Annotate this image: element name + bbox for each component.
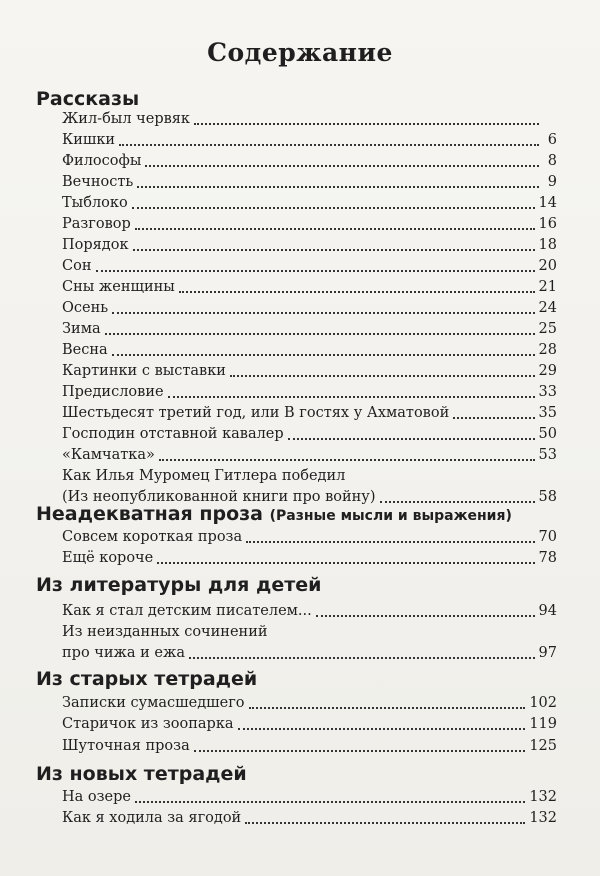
toc-entry-page: 14 xyxy=(538,195,557,211)
leader-dots xyxy=(112,312,534,314)
section-heading-inadequate-prose xyxy=(36,503,512,525)
toc-entry xyxy=(62,693,557,714)
leader-dots xyxy=(249,707,526,709)
toc-entry-page: 94 xyxy=(538,603,557,619)
toc-entry-page: 78 xyxy=(538,550,557,566)
toc-entry-page: 25 xyxy=(538,321,557,337)
toc-entry xyxy=(62,527,557,548)
leader-dots xyxy=(105,333,535,335)
section-heading-stories: Рассказы xyxy=(36,88,140,110)
toc-entry xyxy=(62,298,557,319)
toc-entry-title: Порядок xyxy=(62,237,129,253)
leader-dots xyxy=(288,438,535,440)
toc-entry-title: про чижа и ежа xyxy=(62,645,185,661)
toc-entry-page: 125 xyxy=(529,738,557,754)
toc-entry xyxy=(62,601,557,622)
toc-entry xyxy=(62,382,557,403)
toc-entry xyxy=(62,109,557,130)
leader-dots xyxy=(230,375,535,377)
toc-entry xyxy=(62,277,557,298)
toc-entry-title: Осень xyxy=(62,300,109,316)
toc-entry-title: Старичок из зоопарка xyxy=(62,716,234,732)
leader-dots xyxy=(245,822,525,824)
toc-entry-title: Кишки xyxy=(62,132,116,148)
toc-entry-page: 9 xyxy=(547,174,557,190)
leader-dots xyxy=(453,417,534,419)
toc-entry xyxy=(62,319,557,340)
toc-entry-page: 16 xyxy=(538,216,557,232)
toc-entry-page: 70 xyxy=(538,529,557,545)
section-heading-children-literature: Из литературы для детей xyxy=(36,574,322,596)
leader-dots xyxy=(189,657,535,659)
toc-entry xyxy=(62,424,557,445)
leader-dots xyxy=(194,123,539,125)
page-title: Содержание xyxy=(207,38,393,67)
toc-entry-title: Шуточная проза xyxy=(62,738,190,754)
leader-dots xyxy=(238,728,526,730)
toc-entry xyxy=(62,340,557,361)
toc-entry-title: Как я стал детским писателем... xyxy=(62,603,312,619)
toc-entry-page: 33 xyxy=(538,384,557,400)
toc-entry-title: Сон xyxy=(62,258,92,274)
toc-entry-title: Как я ходила за ягодой xyxy=(62,810,242,826)
toc-entry-title: Сны женщины xyxy=(62,279,175,295)
toc-entry-page: 58 xyxy=(538,489,557,505)
toc-entry xyxy=(62,214,557,235)
leader-dots xyxy=(316,615,535,617)
toc-entry-title: Зима xyxy=(62,321,101,337)
leader-dots xyxy=(119,144,539,146)
toc-entry xyxy=(62,736,557,757)
leader-dots xyxy=(194,750,526,752)
section-heading-new-notebooks: Из новых тетрадей xyxy=(36,763,247,785)
leader-dots xyxy=(137,186,539,188)
toc-entry-page: 21 xyxy=(538,279,557,295)
toc-entry-title: Картинки с выставки xyxy=(62,363,226,379)
toc-entry xyxy=(62,643,557,664)
toc-entry-page: 132 xyxy=(529,810,557,826)
toc-entry-title: Тыблоко xyxy=(62,195,128,211)
leader-dots xyxy=(145,165,539,167)
toc-entry xyxy=(62,130,557,151)
toc-entry-page: 53 xyxy=(538,447,557,463)
toc-entry-title: Весна xyxy=(62,342,108,358)
leader-dots xyxy=(112,354,535,356)
toc-entry xyxy=(62,235,557,256)
toc-entry xyxy=(62,787,557,808)
toc-entry-title: Предисловие xyxy=(62,384,164,400)
toc-entry xyxy=(62,172,557,193)
toc-entry-title: Вечность xyxy=(62,174,134,190)
leader-dots xyxy=(246,541,534,543)
leader-dots xyxy=(157,562,534,564)
toc-entry xyxy=(62,256,557,277)
toc-entry-title: Господин отставной кавалер xyxy=(62,426,284,442)
toc-entry-page: 102 xyxy=(529,695,557,711)
toc-entry-page: 8 xyxy=(547,153,557,169)
leader-dots xyxy=(133,249,535,251)
toc-entry-title-line1: Из неизданных сочинений xyxy=(62,624,268,640)
toc-entry-page: 24 xyxy=(538,300,557,316)
toc-entry-title: Жил-был червяк xyxy=(62,111,190,127)
toc-entry xyxy=(62,548,557,569)
toc-entry-page: 29 xyxy=(538,363,557,379)
toc-entry xyxy=(62,445,557,466)
toc-entry-page: 6 xyxy=(547,132,557,148)
toc-entry-title: Философы xyxy=(62,153,142,169)
leader-dots xyxy=(132,207,535,209)
leader-dots xyxy=(135,801,525,803)
toc-entry xyxy=(62,361,557,382)
toc-entry-title: На озере xyxy=(62,789,131,805)
toc-entry xyxy=(62,193,557,214)
toc-entry-title: Шестьдесят третий год, или В гостях у Ахматовой xyxy=(62,405,450,421)
leader-dots xyxy=(168,396,535,398)
toc-entry-title: (Из неопубликованной книги про войну) xyxy=(62,489,376,505)
toc-entry-page: 132 xyxy=(529,789,557,805)
toc-entry-title: Разговор xyxy=(62,216,131,232)
toc-entry-page: 28 xyxy=(538,342,557,358)
toc-entry-page: 50 xyxy=(538,426,557,442)
toc-entry-page: 97 xyxy=(538,645,557,661)
leader-dots xyxy=(179,291,535,293)
leader-dots xyxy=(159,459,535,461)
toc-entry xyxy=(62,714,557,735)
toc-entry-title: Ещё короче xyxy=(62,550,154,566)
toc-entry-page: 119 xyxy=(529,716,557,732)
toc-entry xyxy=(62,403,557,424)
toc-entry-page: 35 xyxy=(538,405,557,421)
toc-entry-page: 20 xyxy=(538,258,557,274)
toc-entry xyxy=(62,808,557,829)
toc-entry-title: Записки сумасшедшего xyxy=(62,695,245,711)
section-heading-text: Неадекватная проза xyxy=(36,503,263,525)
toc-entry xyxy=(62,151,557,172)
section-subheading: (Разные мысли и выражения) xyxy=(269,508,512,524)
section-heading-old-notebooks: Из старых тетрадей xyxy=(36,668,258,690)
toc-entry-page: 18 xyxy=(538,237,557,253)
toc-entry-title: Совсем короткая проза xyxy=(62,529,243,545)
toc-entry-title: «Камчатка» xyxy=(62,447,155,463)
leader-dots xyxy=(135,228,535,230)
toc-entry-title-line1: Как Илья Муромец Гитлера победил xyxy=(62,468,346,484)
leader-dots xyxy=(96,270,535,272)
